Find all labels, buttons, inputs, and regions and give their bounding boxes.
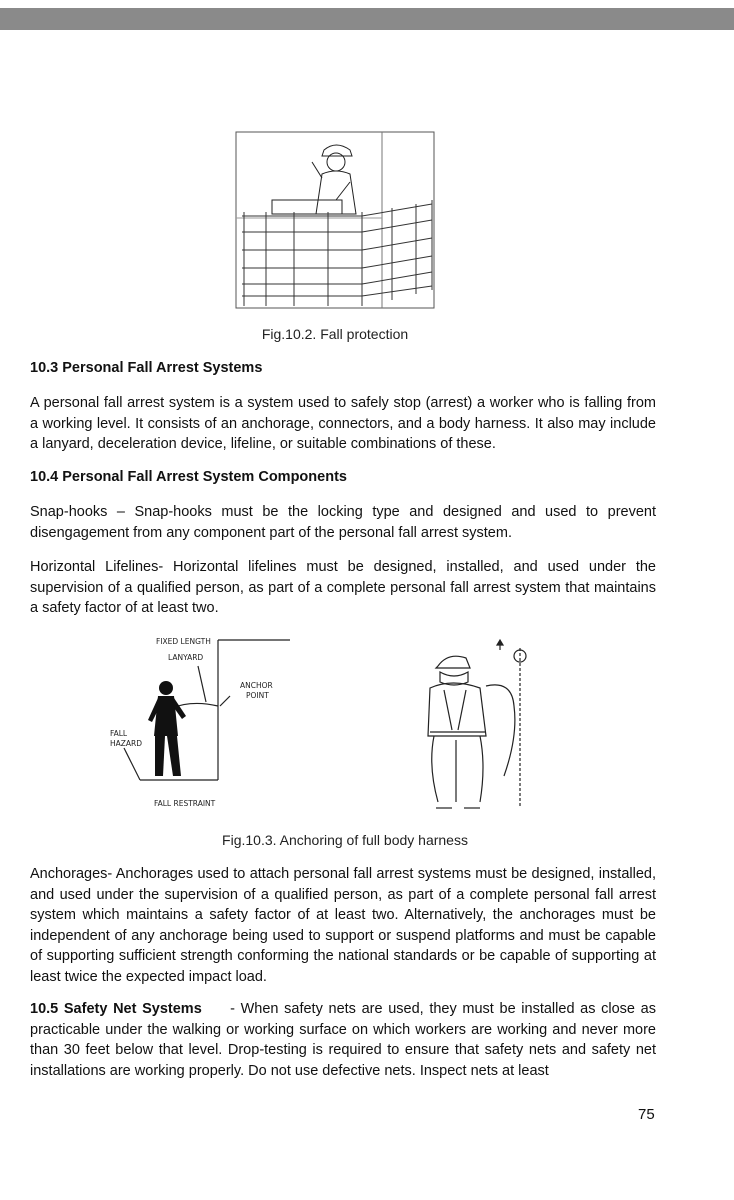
fall-restraint-diagram — [100, 630, 300, 812]
figure-10-2-caption: Fig.10.2. Fall protection — [261, 326, 409, 342]
section-10-5-text: - When safety nets are used, they must be installed as close as practicable under the walking or working surface on which workers are working and never more than 30 feet below that level. Drop-testing is required to ensure that safety nets and safety net installations are working properly. Do not use defective nets. Inspect nets at least — [30, 1001, 656, 1079]
body-harness-illustration — [420, 628, 540, 812]
label-point: POINT — [246, 691, 269, 700]
header-bar — [0, 8, 734, 30]
label-hazard: HAZARD — [110, 739, 143, 748]
section-10-3-heading: 10.3 Personal Fall Arrest Systems — [30, 360, 263, 376]
section-10-5-paragraph — [30, 999, 656, 1081]
horizontal-lifelines-paragraph: Horizontal Lifelines- Horizontal lifelines must be designed, installed, and used under the supervision of a qualified person, as part of a complete personal fall arrest system that maintains a safety factor of at least two. — [30, 559, 656, 616]
page-number: 75 — [638, 1106, 655, 1123]
label-lanyard: LANYARD — [168, 653, 204, 662]
anchorages-paragraph: Anchorages- Anchorages used to attach personal fall arrest systems must be designed, installed, and used under the supervision of a qualified person, as part of a complete personal fall arrest system which maintains a safety factor of at least two. Alternatively, the anchorages must be independent of any anchorage being used to support or suspend platforms and must be capable of supporting sufficient strength conforming the national standards or be capable of supporting at least twice the expected impact load. — [30, 866, 656, 985]
label-fall-restraint: FALL RESTRAINT — [154, 799, 216, 808]
label-fall: FALL — [110, 729, 128, 738]
top-strip — [0, 0, 734, 8]
section-10-5-heading: 10.5 Safety Net Systems — [30, 1001, 202, 1017]
figure-10-3-caption: Fig.10.3. Anchoring of full body harness — [222, 832, 468, 848]
fall-protection-illustration — [232, 128, 438, 312]
label-fixed-length: FIXED LENGTH — [156, 637, 211, 646]
snap-hooks-paragraph: Snap-hooks – Snap-hooks must be the locking type and designed and used to prevent disengagement from any component part of the personal fall arrest system. — [30, 504, 656, 541]
section-10-3-text: A personal fall arrest system is a system used to safely stop (arrest) a worker who is falling from a working level. It consists of an anchorage, connectors, and a body harness. It also may include a lanyard, deceleration device, lifeline, or suitable combinations of these. — [30, 395, 656, 452]
section-10-4-heading: 10.4 Personal Fall Arrest System Components — [30, 469, 347, 485]
label-anchor: ANCHOR — [240, 681, 273, 690]
